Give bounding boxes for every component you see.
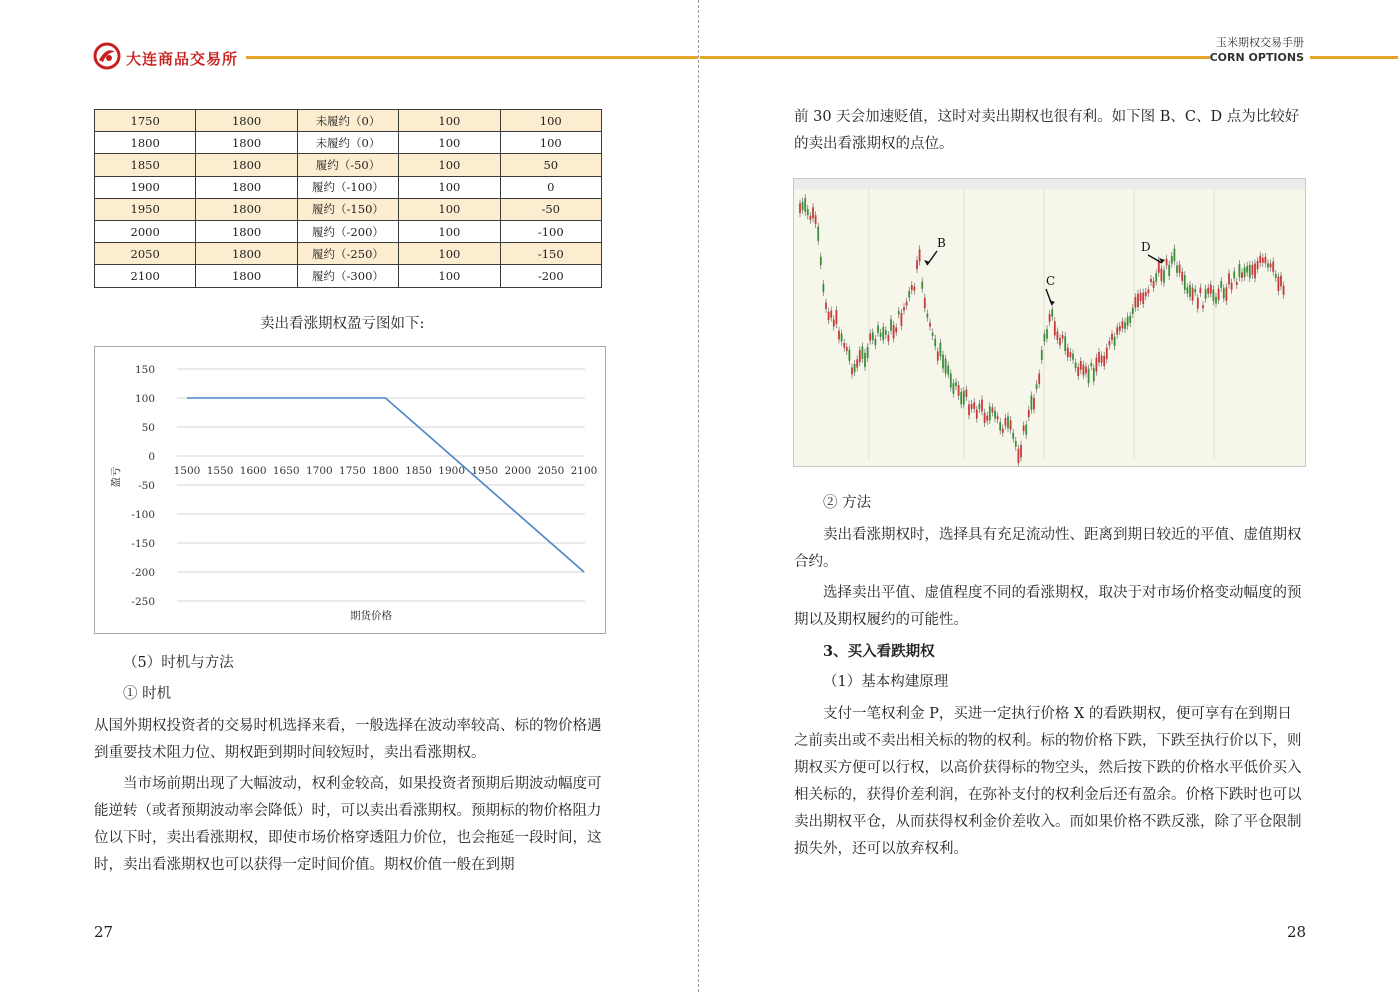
candle-body bbox=[869, 334, 871, 341]
table-cell: 1850 bbox=[95, 154, 196, 176]
header-rule-right-a bbox=[700, 56, 1210, 59]
table-cell: 100 bbox=[399, 243, 500, 265]
x-tick-label: 1600 bbox=[239, 465, 267, 477]
x-tick-label: 1900 bbox=[438, 465, 466, 477]
subsection-timing: ① 时机 bbox=[123, 686, 172, 702]
section-5-heading: （5）时机与方法 bbox=[123, 655, 234, 671]
candle-body bbox=[1083, 365, 1085, 375]
candle-body bbox=[1049, 314, 1051, 322]
candle-body bbox=[1163, 270, 1165, 283]
candle-body bbox=[1176, 266, 1178, 273]
candle-body bbox=[856, 359, 858, 367]
candle-body bbox=[1202, 305, 1204, 308]
candle-body bbox=[1184, 275, 1186, 290]
candle-body bbox=[971, 404, 973, 409]
candle-body bbox=[927, 314, 929, 318]
x-tick-label: 2050 bbox=[537, 465, 565, 477]
payoff-table bbox=[94, 109, 602, 288]
table-cell: 100 bbox=[500, 110, 601, 132]
candle-body bbox=[989, 406, 991, 420]
candle-body bbox=[1150, 279, 1152, 282]
candle-body bbox=[979, 404, 981, 409]
table-cell: 100 bbox=[399, 110, 500, 132]
candle-body bbox=[1098, 352, 1100, 362]
candle-body bbox=[901, 313, 903, 326]
table-cell: 履约（-250） bbox=[297, 243, 398, 265]
table-cell: 履约（-50） bbox=[297, 154, 398, 176]
candle-body bbox=[851, 367, 853, 374]
candle-body bbox=[914, 287, 916, 291]
candle-body bbox=[1033, 398, 1035, 409]
table-cell: 100 bbox=[399, 154, 500, 176]
candle-body bbox=[1249, 265, 1251, 278]
x-tick-label: 1700 bbox=[305, 465, 333, 477]
candle-body bbox=[1166, 259, 1168, 266]
candle-body bbox=[854, 364, 856, 372]
payoff-chart-svg bbox=[95, 347, 605, 633]
paragraph-top-right: 前 30 天会加速贬值，这时对卖出期权也很有利。如下图 B、C、D 点为比较好的卖出看涨期权的点位。 bbox=[794, 109, 1300, 152]
candle-body bbox=[947, 366, 949, 375]
candle-body bbox=[804, 198, 806, 212]
candle-body bbox=[1018, 449, 1020, 463]
y-tick-label: -50 bbox=[138, 480, 155, 492]
candle-body bbox=[1220, 281, 1222, 288]
candle-body bbox=[966, 390, 968, 397]
candle-body bbox=[1137, 294, 1139, 307]
header-rule-left bbox=[246, 56, 698, 59]
candle-body bbox=[1002, 429, 1004, 433]
table-cell: 100 bbox=[399, 265, 500, 287]
candle-body bbox=[942, 355, 944, 369]
candle-body bbox=[1122, 321, 1124, 328]
candle-body bbox=[817, 227, 819, 241]
candle-body bbox=[1218, 289, 1220, 300]
y-tick-label: -100 bbox=[131, 509, 155, 521]
candle-body bbox=[893, 325, 895, 338]
paragraph-timing-1: 从国外期权投资者的交易时机选择来看，一般选择在波动率较高、标的物价格遇到重要技术阻力位、期权距到期时间较短时，卖出看涨期权。 bbox=[94, 718, 602, 761]
candle-body bbox=[1161, 269, 1163, 281]
table-cell: -50 bbox=[500, 198, 601, 220]
candle-body bbox=[1244, 267, 1246, 277]
candle-body bbox=[1200, 288, 1202, 293]
candle-body bbox=[911, 285, 913, 290]
candle-body bbox=[1210, 285, 1212, 294]
y-tick-label: -250 bbox=[131, 596, 155, 608]
table-cell: 100 bbox=[399, 132, 500, 154]
table-cell: 0 bbox=[500, 176, 601, 198]
candle-body bbox=[1005, 418, 1007, 426]
candle-body bbox=[864, 353, 866, 367]
candle-body bbox=[1223, 288, 1225, 298]
candle-body bbox=[1096, 358, 1098, 372]
x-axis-label: 期货价格 bbox=[350, 610, 392, 622]
paragraph-method-1: 卖出看涨期权时，选择具有充足流动性、距离到期日较近的平值、虚值期权合约。 bbox=[794, 527, 1302, 570]
candle-body bbox=[1051, 309, 1053, 317]
candle-body bbox=[929, 323, 931, 327]
candle-body bbox=[1145, 292, 1147, 296]
candle-body bbox=[937, 351, 939, 360]
candle-body bbox=[1239, 264, 1241, 277]
table-cell: 1800 bbox=[196, 220, 297, 242]
header-title-cn: 玉米期权交易手册 bbox=[1216, 36, 1304, 49]
candle-body bbox=[1064, 336, 1066, 351]
header-rule-right-b bbox=[1310, 56, 1398, 59]
candle-body bbox=[810, 216, 812, 220]
table-cell: 2050 bbox=[95, 243, 196, 265]
candle-body bbox=[1023, 426, 1025, 432]
table-cell: -150 bbox=[500, 243, 601, 265]
chart-point-label: B bbox=[937, 236, 946, 250]
table-cell: 100 bbox=[399, 220, 500, 242]
chart-point-label: D bbox=[1141, 240, 1151, 254]
x-tick-label: 2100 bbox=[570, 465, 598, 477]
candle-body bbox=[1205, 289, 1207, 299]
candle-body bbox=[820, 257, 822, 265]
candle-body bbox=[1090, 363, 1092, 366]
table-row bbox=[95, 198, 602, 220]
logo bbox=[93, 42, 121, 70]
candle-body bbox=[1215, 297, 1217, 304]
payoff-chart bbox=[94, 346, 606, 634]
candle-body bbox=[932, 333, 934, 336]
price-chart-svg bbox=[794, 179, 1305, 466]
candle-body bbox=[1135, 297, 1137, 307]
candle-body bbox=[934, 339, 936, 347]
candle-body bbox=[984, 413, 986, 423]
candle-body bbox=[1010, 420, 1012, 429]
table-row bbox=[95, 110, 602, 132]
candle-body bbox=[1181, 272, 1183, 281]
candle-body bbox=[1233, 271, 1235, 278]
candle-body bbox=[833, 319, 835, 326]
table-cell: 100 bbox=[399, 198, 500, 220]
candle-body bbox=[1213, 290, 1215, 301]
table-row bbox=[95, 220, 602, 242]
candle-body bbox=[1254, 263, 1256, 278]
candle-body bbox=[1072, 354, 1074, 360]
table-cell: 履约（-150） bbox=[297, 198, 398, 220]
candle-body bbox=[968, 404, 970, 415]
candle-body bbox=[1111, 334, 1113, 340]
candle-body bbox=[823, 284, 825, 292]
candle-body bbox=[802, 202, 804, 210]
table-cell: -100 bbox=[500, 220, 601, 242]
candle-body bbox=[1272, 262, 1274, 272]
candle-body bbox=[836, 310, 838, 324]
section-3-heading: 3、买入看跌期权 bbox=[823, 643, 935, 660]
x-tick-label: 1750 bbox=[339, 465, 366, 477]
table-cell: 1800 bbox=[196, 198, 297, 220]
candle-body bbox=[1070, 352, 1072, 357]
x-tick-label: 1950 bbox=[471, 465, 499, 477]
candle-body bbox=[846, 347, 848, 351]
candle-body bbox=[1228, 273, 1230, 284]
candle-body bbox=[1207, 288, 1209, 294]
y-tick-label: 150 bbox=[134, 364, 155, 376]
candle-body bbox=[1197, 298, 1199, 309]
candle-body bbox=[880, 333, 882, 337]
candle-body bbox=[1192, 288, 1194, 301]
candle-body bbox=[843, 343, 845, 348]
table-cell: -200 bbox=[500, 265, 601, 287]
candle-body bbox=[1075, 363, 1077, 369]
candle-body bbox=[1148, 289, 1150, 293]
candle-body bbox=[1236, 282, 1238, 285]
table-cell: 100 bbox=[500, 132, 601, 154]
candle-body bbox=[898, 311, 900, 314]
candle-body bbox=[906, 302, 908, 306]
page-number-right: 28 bbox=[1287, 923, 1307, 941]
candle-body bbox=[1012, 433, 1014, 439]
dce-logo-icon bbox=[93, 42, 121, 70]
table-cell: 100 bbox=[399, 176, 500, 198]
table-cell: 1800 bbox=[196, 110, 297, 132]
candle-body bbox=[908, 291, 910, 298]
table-cell: 未履约（0） bbox=[297, 132, 398, 154]
candle-body bbox=[885, 330, 887, 335]
candle-body bbox=[981, 400, 983, 412]
candle-body bbox=[867, 347, 869, 358]
candle-body bbox=[1252, 265, 1254, 275]
table-cell: 1800 bbox=[196, 265, 297, 287]
candle-body bbox=[1129, 316, 1131, 323]
table-row bbox=[95, 132, 602, 154]
candle-body bbox=[1257, 261, 1259, 269]
table-cell: 履约（-300） bbox=[297, 265, 398, 287]
table-cell: 1950 bbox=[95, 198, 196, 220]
table-cell: 1800 bbox=[196, 176, 297, 198]
candle-body bbox=[838, 331, 840, 340]
candle-body bbox=[973, 402, 975, 409]
price-chart bbox=[793, 178, 1306, 467]
candle-body bbox=[812, 207, 814, 218]
candle-body bbox=[807, 209, 809, 215]
table-row bbox=[95, 154, 602, 176]
candle-body bbox=[1025, 425, 1027, 435]
candle-body bbox=[1231, 283, 1233, 290]
candle-body bbox=[994, 411, 996, 419]
page-divider bbox=[698, 0, 699, 992]
section-3-1-heading: （1）基本构建原理 bbox=[823, 674, 949, 690]
candle-body bbox=[825, 303, 827, 309]
candle-body bbox=[1119, 326, 1121, 331]
x-tick-label: 2000 bbox=[504, 465, 532, 477]
candle-body bbox=[1127, 317, 1129, 326]
candle-body bbox=[872, 332, 874, 340]
candle-body bbox=[1174, 249, 1176, 262]
table-cell: 1800 bbox=[196, 243, 297, 265]
candle-body bbox=[953, 383, 955, 394]
table-cell: 1750 bbox=[95, 110, 196, 132]
candle-body bbox=[1278, 277, 1280, 291]
candle-body bbox=[1044, 334, 1046, 342]
table-cell: 1800 bbox=[196, 132, 297, 154]
candle-body bbox=[1093, 368, 1095, 381]
candle-body bbox=[1124, 322, 1126, 329]
candle-body bbox=[976, 409, 978, 418]
table-cell: 1800 bbox=[95, 132, 196, 154]
candle-body bbox=[1132, 308, 1134, 314]
candle-body bbox=[921, 282, 923, 289]
candle-body bbox=[830, 311, 832, 318]
candle-body bbox=[1246, 266, 1248, 273]
x-tick-label: 1650 bbox=[272, 465, 300, 477]
candle-body bbox=[849, 350, 851, 361]
y-tick-label: -200 bbox=[131, 567, 155, 579]
y-tick-label: -150 bbox=[131, 538, 155, 550]
candle-body bbox=[882, 327, 884, 340]
candle-body bbox=[1041, 350, 1043, 360]
candle-body bbox=[992, 407, 994, 412]
table-row bbox=[95, 243, 602, 265]
logo-text: 大连商品交易所 bbox=[126, 50, 239, 68]
table-cell: 2100 bbox=[95, 265, 196, 287]
candle-body bbox=[1015, 441, 1017, 447]
paragraph-buy-put: 支付一笔权利金 P，买进一定执行价格 X 的看跌期权，便可享有在到期日之前卖出或不卖出相关标的物的权利。标的物价格下跌，下跌至执行价以下，则期权买方便可以行权，以高价获得标的物空头，然后按下跌的价格水平低价买入相关标的，获得价差利润，在弥补支付的权利金后还有盈余。价格下跌时也可以卖出期权平仓，从而获得权利金价差收入。而如果价格不跌反涨，除了平仓限制损失外，还可以放弃权利。 bbox=[794, 706, 1302, 857]
candle-body bbox=[815, 215, 817, 224]
candle-body bbox=[877, 325, 879, 332]
candle-body bbox=[1109, 341, 1111, 345]
candle-body bbox=[1142, 293, 1144, 304]
candle-body bbox=[1262, 258, 1264, 263]
chart-titlebar bbox=[794, 179, 1305, 189]
candle-body bbox=[1280, 276, 1282, 287]
candle-body bbox=[1077, 367, 1079, 376]
candle-body bbox=[1067, 348, 1069, 357]
x-tick-label: 1550 bbox=[206, 465, 234, 477]
candle-body bbox=[1085, 367, 1087, 374]
y-axis-label: 盈亏 bbox=[110, 466, 122, 488]
candle-body bbox=[1194, 289, 1196, 292]
candle-body bbox=[799, 203, 801, 213]
candle-body bbox=[1020, 445, 1022, 458]
candle-body bbox=[1088, 369, 1090, 384]
candle-body bbox=[1140, 293, 1142, 301]
candle-body bbox=[916, 260, 918, 269]
candle-body bbox=[828, 312, 830, 320]
candle-body bbox=[919, 249, 921, 261]
candle-body bbox=[1106, 348, 1108, 359]
candle-body bbox=[1265, 257, 1267, 263]
candle-body bbox=[1267, 263, 1269, 267]
y-tick-label: 100 bbox=[134, 393, 155, 405]
candle-body bbox=[1241, 272, 1243, 278]
candle-body bbox=[862, 347, 864, 359]
candle-body bbox=[999, 422, 1001, 430]
candle-body bbox=[1054, 321, 1056, 335]
candle-body bbox=[1038, 374, 1040, 384]
candle-body bbox=[1187, 287, 1189, 293]
header-title-en: CORN OPTIONS bbox=[1209, 51, 1304, 64]
candle-body bbox=[1036, 384, 1038, 389]
candle-body bbox=[1259, 256, 1261, 263]
candle-body bbox=[1057, 332, 1059, 340]
arrow-head-icon bbox=[1049, 300, 1055, 305]
candle-body bbox=[1171, 256, 1173, 264]
table-cell: 1800 bbox=[196, 154, 297, 176]
candle-body bbox=[958, 385, 960, 396]
candle-body bbox=[1059, 338, 1061, 345]
candle-body bbox=[1103, 356, 1105, 366]
candle-body bbox=[1101, 355, 1103, 362]
candle-body bbox=[1270, 264, 1272, 268]
table-cell: 未履约（0） bbox=[297, 110, 398, 132]
page-number-left: 27 bbox=[94, 923, 114, 941]
candle-body bbox=[1007, 416, 1009, 428]
x-tick-label: 1500 bbox=[173, 465, 201, 477]
candle-body bbox=[1168, 265, 1170, 276]
candle-body bbox=[960, 392, 962, 404]
table-cell: 50 bbox=[500, 154, 601, 176]
candle-body bbox=[950, 374, 952, 388]
candle-body bbox=[1062, 335, 1064, 339]
candle-body bbox=[890, 319, 892, 330]
y-tick-label: 50 bbox=[141, 422, 155, 434]
candle-body bbox=[895, 327, 897, 332]
candle-body bbox=[940, 343, 942, 357]
table-cell: 1900 bbox=[95, 176, 196, 198]
x-tick-label: 1850 bbox=[405, 465, 432, 477]
candle-body bbox=[963, 391, 965, 405]
candle-body bbox=[888, 335, 890, 341]
candle-body bbox=[1046, 329, 1048, 338]
candle-body bbox=[859, 350, 861, 362]
candle-body bbox=[1226, 287, 1228, 301]
candle-body bbox=[1275, 274, 1277, 278]
chart-caption: 卖出看涨期权盈亏图如下: bbox=[260, 316, 425, 332]
candle-body bbox=[1031, 396, 1033, 410]
paragraph-method-2: 选择卖出平值、虚值程度不同的看涨期权，取决于对市场价格变动幅度的预期以及期权履约的可能性。 bbox=[794, 585, 1302, 628]
header-right-title bbox=[1180, 35, 1304, 65]
x-tick-label: 1800 bbox=[372, 465, 399, 477]
table-cell: 履约（-100） bbox=[297, 176, 398, 198]
candle-body bbox=[955, 382, 957, 386]
candle-body bbox=[903, 307, 905, 311]
candle-body bbox=[924, 298, 926, 309]
table-row bbox=[95, 176, 602, 198]
payoff-table-grid bbox=[94, 109, 602, 288]
subsection-method: ② 方法 bbox=[823, 495, 872, 511]
candle-body bbox=[1283, 285, 1285, 294]
candle-body bbox=[945, 359, 947, 374]
y-tick-label: 0 bbox=[148, 451, 155, 463]
candle-body bbox=[1028, 410, 1030, 417]
chart-point-label: C bbox=[1046, 274, 1056, 288]
table-row bbox=[95, 265, 602, 287]
arrow-head-icon bbox=[924, 260, 930, 265]
candle-body bbox=[1116, 327, 1118, 334]
candle-body bbox=[997, 416, 999, 419]
candle-body bbox=[1153, 281, 1155, 288]
candle-body bbox=[1080, 361, 1082, 370]
candle-body bbox=[1155, 273, 1157, 281]
candle-body bbox=[1189, 285, 1191, 297]
candle-body bbox=[1114, 337, 1116, 346]
candle-body bbox=[841, 334, 843, 342]
table-cell: 2000 bbox=[95, 220, 196, 242]
candle-body bbox=[1179, 265, 1181, 273]
candle-body bbox=[875, 339, 877, 345]
candle-body bbox=[986, 416, 988, 421]
table-cell: 履约（-200） bbox=[297, 220, 398, 242]
paragraph-timing-2: 当市场前期出现了大幅波动，权利金较高，如果投资者预期后期波动幅度可能逆转（或者预期波动率会降低）时，可以卖出看涨期权。预期标的物价格阻力位以下时，卖出看涨期权，即使市场价格穿透阻力价位，也会拖延一段时间，这时，卖出看涨期权也可以获得一定时间价值。期权价值一般在到期 bbox=[94, 776, 602, 873]
